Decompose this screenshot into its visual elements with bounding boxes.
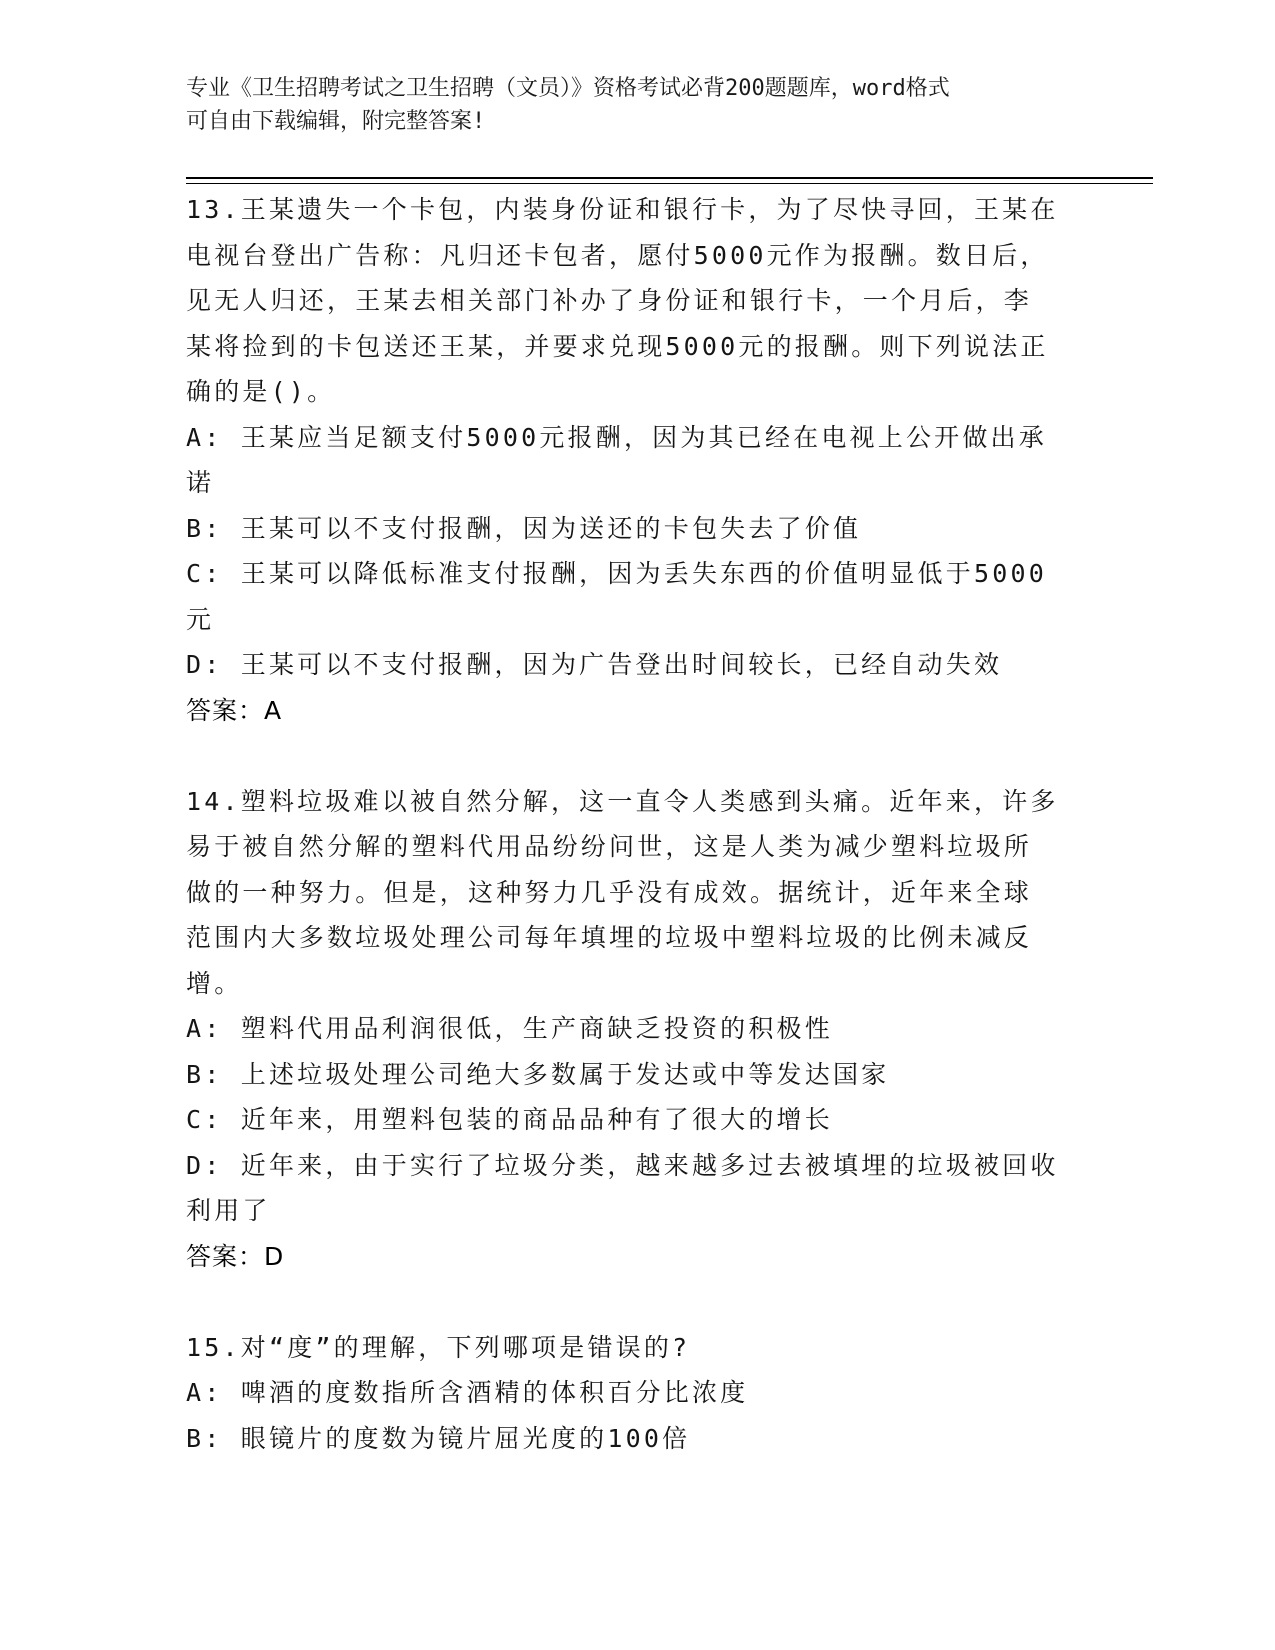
question-list [186, 187, 1086, 1461]
question-stem-line: 范围内大多数垃圾处理公司每年填埋的垃圾中塑料垃圾的比例未减反 [186, 923, 1033, 952]
question-stem-line: 增。 [186, 968, 243, 998]
option-line: C: 近年来，用塑料包装的商品品种有了很大的增长 [186, 1105, 833, 1134]
option-line: B: 眼镜片的度数为镜片屈光度的100倍 [186, 1423, 691, 1453]
option-line: D: 王某可以不支付报酬，因为广告登出时间较长，已经自动失效 [186, 650, 1003, 679]
question-stem-line: 电视台登出广告称：凡归还卡包者，愿付5000元作为报酬。数日后， [186, 240, 1049, 270]
question-stem-line: 14.塑料垃圾难以被自然分解，这一直令人类感到头痛。近年来，许多 [186, 786, 1059, 816]
question-stem-line: 见无人归还，王某去相关部门补办了身份证和银行卡，一个月后，李 [186, 286, 1033, 315]
question-stem-line: 13.王某遗失一个卡包，内装身份证和银行卡，为了尽快寻回，王某在 [186, 195, 1059, 224]
question-14 [186, 779, 1086, 1280]
option-line: 诺 [186, 468, 215, 497]
document-header [186, 72, 1086, 138]
option-line: 利用了 [186, 1196, 271, 1225]
question-stem-line: 15.对“度”的理解，下列哪项是错误的? [186, 1332, 691, 1362]
option-line: 元 [186, 604, 215, 634]
question-15 [186, 1325, 1086, 1462]
question-13 [186, 187, 1086, 733]
option-line: B: 上述垃圾处理公司绝大多数属于发达或中等发达国家 [186, 1059, 890, 1089]
header-rule-thin [186, 183, 1153, 184]
question-spacer [186, 733, 1086, 779]
option-line: B: 王某可以不支付报酬，因为送还的卡包失去了价值 [186, 513, 862, 543]
option-line: C: 王某可以降低标准支付报酬，因为丢失东西的价值明显低于5000 [186, 559, 1047, 588]
question-stem-line: 易于被自然分解的塑料代用品纷纷问世，这是人类为减少塑料垃圾所 [186, 832, 1033, 861]
answer-line: 答案：A [186, 695, 283, 725]
question-spacer [186, 1279, 1086, 1325]
answer-line: 答案：D [186, 1241, 285, 1271]
header-line: 可自由下载编辑，附完整答案! [186, 109, 486, 134]
question-stem-line: 做的一种努力。但是，这种努力几乎没有成效。据统计，近年来全球 [186, 877, 1033, 907]
header-line: 专业《卫生招聘考试之卫生招聘（文员）》资格考试必背200题题库，word格式 [186, 76, 950, 101]
option-line: A: 啤酒的度数指所含酒精的体积百分比浓度 [186, 1378, 749, 1407]
option-line: A: 王某应当足额支付5000元报酬，因为其已经在电视上公开做出承 [186, 422, 1047, 452]
option-line: D: 近年来，由于实行了垃圾分类，越来越多过去被填埋的垃圾被回收 [186, 1150, 1059, 1180]
option-line: A: 塑料代用品利润很低，生产商缺乏投资的积极性 [186, 1014, 833, 1043]
question-stem-line: 某将捡到的卡包送还王某，并要求兑现5000元的报酬。则下列说法正 [186, 331, 1049, 361]
question-stem-line: 确的是()。 [186, 377, 336, 406]
header-rule-thick [186, 177, 1153, 179]
